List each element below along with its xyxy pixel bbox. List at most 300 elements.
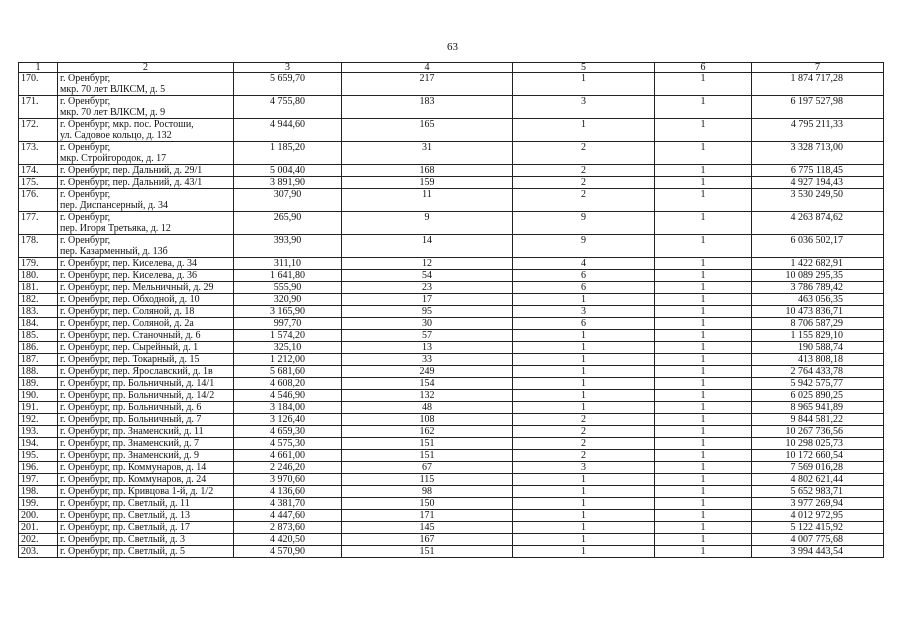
column-4-cell: 57 xyxy=(342,330,513,342)
area-cell: 4 575,30 xyxy=(234,438,342,450)
table-row xyxy=(19,366,884,378)
area-cell: 307,90 xyxy=(234,189,342,212)
amount-cell: 5 652 983,71 xyxy=(752,486,884,498)
address-line: г. Оренбург, пр. Светлый, д. 5 xyxy=(60,546,186,557)
column-header: 4 xyxy=(342,63,513,73)
address-cell xyxy=(58,142,234,165)
column-6-cell: 1 xyxy=(655,402,752,414)
address-cell xyxy=(58,510,234,522)
address-cell xyxy=(58,119,234,142)
column-4-cell: 183 xyxy=(342,96,513,119)
table-row xyxy=(19,306,884,318)
area-cell: 1 641,80 xyxy=(234,270,342,282)
address-line: г. Оренбург, xyxy=(60,212,111,223)
address-cell xyxy=(58,294,234,306)
address-cell xyxy=(58,522,234,534)
table-row xyxy=(19,546,884,558)
address-line: г. Оренбург, пр. Знаменский, д. 9 xyxy=(60,450,200,461)
address-line: мкр. 70 лет ВЛКСМ, д. 9 xyxy=(60,107,166,118)
address-line: г. Оренбург, пер. Мельничный, д. 29 xyxy=(60,282,214,293)
area-cell: 5 004,40 xyxy=(234,165,342,177)
column-header: 7 xyxy=(752,63,884,73)
column-5-cell: 1 xyxy=(513,498,655,510)
area-cell: 1 574,20 xyxy=(234,330,342,342)
column-6-cell: 1 xyxy=(655,366,752,378)
column-6-cell: 1 xyxy=(655,498,752,510)
area-cell: 4 661,00 xyxy=(234,450,342,462)
column-6-cell: 1 xyxy=(655,165,752,177)
column-6-cell: 1 xyxy=(655,486,752,498)
column-4-cell: 159 xyxy=(342,177,513,189)
area-cell: 1 185,20 xyxy=(234,142,342,165)
address-cell xyxy=(58,306,234,318)
address-cell xyxy=(58,73,234,96)
column-5-cell: 2 xyxy=(513,426,655,438)
column-6-cell: 1 xyxy=(655,270,752,282)
row-number-cell: 173. xyxy=(19,142,58,165)
column-5-cell: 1 xyxy=(513,294,655,306)
column-4-cell: 54 xyxy=(342,270,513,282)
amount-cell: 4 802 621,44 xyxy=(752,474,884,486)
address-cell xyxy=(58,498,234,510)
column-4-cell: 167 xyxy=(342,534,513,546)
table-body xyxy=(19,73,884,558)
column-5-cell: 1 xyxy=(513,330,655,342)
table-row xyxy=(19,402,884,414)
row-number-cell: 192. xyxy=(19,414,58,426)
address-cell xyxy=(58,426,234,438)
address-line: г. Оренбург, xyxy=(60,142,111,153)
table-row xyxy=(19,474,884,486)
row-number-cell: 197. xyxy=(19,474,58,486)
row-number-cell: 185. xyxy=(19,330,58,342)
row-number-cell: 170. xyxy=(19,73,58,96)
address-cell xyxy=(58,165,234,177)
address-line: г. Оренбург, пер. Соляной, д. 18 xyxy=(60,306,195,317)
column-4-cell: 17 xyxy=(342,294,513,306)
address-cell xyxy=(58,450,234,462)
column-4-cell: 108 xyxy=(342,414,513,426)
area-cell: 4 608,20 xyxy=(234,378,342,390)
amount-cell: 463 056,35 xyxy=(752,294,884,306)
table-row xyxy=(19,498,884,510)
table-row xyxy=(19,510,884,522)
row-number-cell: 193. xyxy=(19,426,58,438)
column-5-cell: 1 xyxy=(513,534,655,546)
column-5-cell: 3 xyxy=(513,462,655,474)
area-cell: 3 970,60 xyxy=(234,474,342,486)
table-row xyxy=(19,235,884,258)
address-cell xyxy=(58,318,234,330)
table-row xyxy=(19,390,884,402)
amount-cell: 6 025 890,25 xyxy=(752,390,884,402)
column-5-cell: 4 xyxy=(513,258,655,270)
column-5-cell: 1 xyxy=(513,510,655,522)
row-number-cell: 194. xyxy=(19,438,58,450)
address-cell xyxy=(58,402,234,414)
amount-cell: 3 328 713,00 xyxy=(752,142,884,165)
address-line: г. Оренбург, мкр. пос. Ростоши, xyxy=(60,119,194,130)
area-cell: 3 891,90 xyxy=(234,177,342,189)
column-5-cell: 1 xyxy=(513,119,655,142)
column-4-cell: 154 xyxy=(342,378,513,390)
table-row xyxy=(19,318,884,330)
area-cell: 3 184,00 xyxy=(234,402,342,414)
column-6-cell: 1 xyxy=(655,189,752,212)
table-row xyxy=(19,438,884,450)
row-number-cell: 188. xyxy=(19,366,58,378)
area-cell: 2 246,20 xyxy=(234,462,342,474)
address-line: г. Оренбург, пр. Светлый, д. 3 xyxy=(60,534,186,545)
address-line: г. Оренбург, пр. Кривцова 1-й, д. 1/2 xyxy=(60,486,214,497)
amount-cell: 2 764 433,78 xyxy=(752,366,884,378)
row-number-cell: 186. xyxy=(19,342,58,354)
amount-cell: 1 422 682,91 xyxy=(752,258,884,270)
column-4-cell: 98 xyxy=(342,486,513,498)
amount-cell: 1 155 829,10 xyxy=(752,330,884,342)
address-line: ул. Садовое кольцо, д. 132 xyxy=(60,130,172,141)
area-cell: 325,10 xyxy=(234,342,342,354)
column-4-cell: 145 xyxy=(342,522,513,534)
table-row xyxy=(19,414,884,426)
column-4-cell: 23 xyxy=(342,282,513,294)
column-6-cell: 1 xyxy=(655,510,752,522)
row-number-cell: 196. xyxy=(19,462,58,474)
area-cell: 4 570,90 xyxy=(234,546,342,558)
column-4-cell: 217 xyxy=(342,73,513,96)
column-5-cell: 9 xyxy=(513,235,655,258)
column-4-cell: 95 xyxy=(342,306,513,318)
table-row xyxy=(19,534,884,546)
column-5-cell: 1 xyxy=(513,474,655,486)
address-line: г. Оренбург, пр. Больничный, д. 6 xyxy=(60,402,202,413)
row-number-cell: 180. xyxy=(19,270,58,282)
table-row xyxy=(19,165,884,177)
address-line: г. Оренбург, пер. Обходной, д. 10 xyxy=(60,294,200,305)
area-cell: 4 420,50 xyxy=(234,534,342,546)
row-number-cell: 176. xyxy=(19,189,58,212)
row-number-cell: 183. xyxy=(19,306,58,318)
table-row xyxy=(19,282,884,294)
amount-cell: 4 263 874,62 xyxy=(752,212,884,235)
row-number-cell: 203. xyxy=(19,546,58,558)
column-6-cell: 1 xyxy=(655,450,752,462)
column-header: 6 xyxy=(655,63,752,73)
address-line: г. Оренбург, пер. Соляной, д. 2а xyxy=(60,318,194,329)
address-line: г. Оренбург, пер. Дальний, д. 29/1 xyxy=(60,165,203,176)
amount-cell: 3 994 443,54 xyxy=(752,546,884,558)
row-number-cell: 198. xyxy=(19,486,58,498)
row-number-cell: 199. xyxy=(19,498,58,510)
table-row xyxy=(19,378,884,390)
address-line: пер. Диспансерный, д. 34 xyxy=(60,200,169,211)
address-line: г. Оренбург, xyxy=(60,235,111,246)
amount-cell: 190 588,74 xyxy=(752,342,884,354)
table-row xyxy=(19,342,884,354)
address-line: г. Оренбург, пр. Знаменский, д. 7 xyxy=(60,438,200,449)
address-cell xyxy=(58,486,234,498)
row-number-cell: 178. xyxy=(19,235,58,258)
address-line: г. Оренбург, пер. Ярославский, д. 1в xyxy=(60,366,213,377)
amount-cell: 10 267 736,56 xyxy=(752,426,884,438)
column-6-cell: 1 xyxy=(655,534,752,546)
address-cell xyxy=(58,258,234,270)
column-6-cell: 1 xyxy=(655,546,752,558)
address-line: г. Оренбург, пр. Коммунаров, д. 24 xyxy=(60,474,207,485)
column-5-cell: 9 xyxy=(513,212,655,235)
column-4-cell: 11 xyxy=(342,189,513,212)
column-6-cell: 1 xyxy=(655,96,752,119)
page-number: 63 xyxy=(447,41,458,53)
column-6-cell: 1 xyxy=(655,414,752,426)
column-5-cell: 1 xyxy=(513,354,655,366)
row-number-cell: 177. xyxy=(19,212,58,235)
row-number-cell: 201. xyxy=(19,522,58,534)
address-line: г. Оренбург, xyxy=(60,73,111,84)
column-header: 5 xyxy=(513,63,655,73)
column-5-cell: 1 xyxy=(513,366,655,378)
area-cell: 4 944,60 xyxy=(234,119,342,142)
column-5-cell: 3 xyxy=(513,306,655,318)
table-row xyxy=(19,96,884,119)
address-line: г. Оренбург, пер. Дальний, д. 43/1 xyxy=(60,177,203,188)
table-row xyxy=(19,177,884,189)
area-cell: 997,70 xyxy=(234,318,342,330)
address-cell xyxy=(58,462,234,474)
address-cell xyxy=(58,270,234,282)
area-cell: 320,90 xyxy=(234,294,342,306)
column-6-cell: 1 xyxy=(655,474,752,486)
amount-cell: 5 122 415,92 xyxy=(752,522,884,534)
row-number-cell: 174. xyxy=(19,165,58,177)
address-line: г. Оренбург, пр. Знаменский, д. 11 xyxy=(60,426,204,437)
address-cell xyxy=(58,474,234,486)
column-5-cell: 1 xyxy=(513,402,655,414)
address-cell xyxy=(58,366,234,378)
address-line: г. Оренбург, пр. Больничный, д. 14/2 xyxy=(60,390,215,401)
area-cell: 2 873,60 xyxy=(234,522,342,534)
area-cell: 4 755,80 xyxy=(234,96,342,119)
address-line: г. Оренбург, пер. Киселева, д. 36 xyxy=(60,270,198,281)
column-5-cell: 1 xyxy=(513,390,655,402)
column-5-cell: 2 xyxy=(513,438,655,450)
table-row xyxy=(19,450,884,462)
column-5-cell: 2 xyxy=(513,450,655,462)
table-row xyxy=(19,212,884,235)
amount-cell: 5 942 575,77 xyxy=(752,378,884,390)
amount-cell: 3 786 789,42 xyxy=(752,282,884,294)
address-line: г. Оренбург, пер. Токарный, д. 15 xyxy=(60,354,200,365)
column-5-cell: 6 xyxy=(513,270,655,282)
table-row xyxy=(19,330,884,342)
amount-cell: 3 530 249,50 xyxy=(752,189,884,212)
row-number-cell: 175. xyxy=(19,177,58,189)
column-6-cell: 1 xyxy=(655,462,752,474)
column-5-cell: 2 xyxy=(513,177,655,189)
table-row xyxy=(19,119,884,142)
column-6-cell: 1 xyxy=(655,212,752,235)
column-4-cell: 33 xyxy=(342,354,513,366)
amount-cell: 8 965 941,89 xyxy=(752,402,884,414)
table-row xyxy=(19,486,884,498)
column-4-cell: 150 xyxy=(342,498,513,510)
row-number-cell: 181. xyxy=(19,282,58,294)
address-cell xyxy=(58,378,234,390)
column-6-cell: 1 xyxy=(655,330,752,342)
address-line: мкр. 70 лет ВЛКСМ, д. 5 xyxy=(60,84,166,95)
column-header: 1 xyxy=(19,63,58,73)
area-cell: 5 681,60 xyxy=(234,366,342,378)
area-cell: 4 136,60 xyxy=(234,486,342,498)
column-4-cell: 30 xyxy=(342,318,513,330)
column-4-cell: 14 xyxy=(342,235,513,258)
address-line: пер. Казарменный, д. 13б xyxy=(60,246,168,257)
amount-cell: 4 927 194,43 xyxy=(752,177,884,189)
address-line: пер. Игоря Третьяка, д. 12 xyxy=(60,223,171,234)
column-5-cell: 2 xyxy=(513,414,655,426)
column-5-cell: 1 xyxy=(513,342,655,354)
area-cell: 555,90 xyxy=(234,282,342,294)
area-cell: 3 126,40 xyxy=(234,414,342,426)
address-line: г. Оренбург, пр. Светлый, д. 11 xyxy=(60,498,190,509)
address-cell xyxy=(58,235,234,258)
column-6-cell: 1 xyxy=(655,235,752,258)
address-line: г. Оренбург, пр. Коммунаров, д. 14 xyxy=(60,462,207,473)
amount-cell: 3 977 269,94 xyxy=(752,498,884,510)
area-cell: 265,90 xyxy=(234,212,342,235)
amount-cell: 9 844 581,22 xyxy=(752,414,884,426)
column-6-cell: 1 xyxy=(655,318,752,330)
row-number-cell: 202. xyxy=(19,534,58,546)
address-cell xyxy=(58,534,234,546)
table-row xyxy=(19,73,884,96)
column-4-cell: 162 xyxy=(342,426,513,438)
table-row xyxy=(19,426,884,438)
address-cell xyxy=(58,282,234,294)
column-6-cell: 1 xyxy=(655,390,752,402)
amount-cell: 1 874 717,28 xyxy=(752,73,884,96)
column-5-cell: 1 xyxy=(513,378,655,390)
amount-cell: 413 808,18 xyxy=(752,354,884,366)
row-number-cell: 172. xyxy=(19,119,58,142)
housing-table xyxy=(18,62,884,558)
column-4-cell: 115 xyxy=(342,474,513,486)
amount-cell: 7 569 016,28 xyxy=(752,462,884,474)
row-number-cell: 195. xyxy=(19,450,58,462)
amount-cell: 10 473 836,71 xyxy=(752,306,884,318)
address-line: г. Оренбург, пер. Киселева, д. 34 xyxy=(60,258,198,269)
area-cell: 311,10 xyxy=(234,258,342,270)
address-cell xyxy=(58,177,234,189)
address-cell xyxy=(58,414,234,426)
column-6-cell: 1 xyxy=(655,258,752,270)
column-6-cell: 1 xyxy=(655,354,752,366)
column-4-cell: 132 xyxy=(342,390,513,402)
address-line: г. Оренбург, пер. Станочный, д. 6 xyxy=(60,330,201,341)
column-header: 3 xyxy=(234,63,342,73)
amount-cell: 10 089 295,35 xyxy=(752,270,884,282)
column-6-cell: 1 xyxy=(655,177,752,189)
column-6-cell: 1 xyxy=(655,294,752,306)
address-cell xyxy=(58,96,234,119)
address-line: г. Оренбург, пр. Больничный, д. 7 xyxy=(60,414,202,425)
area-cell: 4 659,30 xyxy=(234,426,342,438)
address-cell xyxy=(58,390,234,402)
column-6-cell: 1 xyxy=(655,378,752,390)
row-number-cell: 171. xyxy=(19,96,58,119)
address-cell xyxy=(58,189,234,212)
column-header: 2 xyxy=(58,63,234,73)
column-4-cell: 48 xyxy=(342,402,513,414)
amount-cell: 10 172 660,54 xyxy=(752,450,884,462)
table-row xyxy=(19,189,884,212)
address-cell xyxy=(58,330,234,342)
column-4-cell: 151 xyxy=(342,450,513,462)
column-4-cell: 168 xyxy=(342,165,513,177)
area-cell: 4 546,90 xyxy=(234,390,342,402)
column-6-cell: 1 xyxy=(655,522,752,534)
amount-cell: 4 012 972,95 xyxy=(752,510,884,522)
header-row xyxy=(19,63,884,73)
row-number-cell: 200. xyxy=(19,510,58,522)
address-cell xyxy=(58,546,234,558)
column-5-cell: 1 xyxy=(513,486,655,498)
row-number-cell: 179. xyxy=(19,258,58,270)
address-line: г. Оренбург, пр. Светлый, д. 13 xyxy=(60,510,191,521)
table-row xyxy=(19,354,884,366)
column-4-cell: 67 xyxy=(342,462,513,474)
column-6-cell: 1 xyxy=(655,342,752,354)
column-4-cell: 12 xyxy=(342,258,513,270)
column-5-cell: 6 xyxy=(513,282,655,294)
column-6-cell: 1 xyxy=(655,142,752,165)
column-6-cell: 1 xyxy=(655,73,752,96)
amount-cell: 10 298 025,73 xyxy=(752,438,884,450)
column-5-cell: 2 xyxy=(513,142,655,165)
row-number-cell: 184. xyxy=(19,318,58,330)
area-cell: 3 165,90 xyxy=(234,306,342,318)
column-5-cell: 2 xyxy=(513,189,655,212)
area-cell: 393,90 xyxy=(234,235,342,258)
column-5-cell: 1 xyxy=(513,546,655,558)
column-5-cell: 2 xyxy=(513,165,655,177)
row-number-cell: 190. xyxy=(19,390,58,402)
table-row xyxy=(19,294,884,306)
amount-cell: 6 775 118,45 xyxy=(752,165,884,177)
address-cell xyxy=(58,438,234,450)
row-number-cell: 191. xyxy=(19,402,58,414)
column-5-cell: 3 xyxy=(513,96,655,119)
column-6-cell: 1 xyxy=(655,119,752,142)
address-line: г. Оренбург, xyxy=(60,189,111,200)
column-6-cell: 1 xyxy=(655,438,752,450)
column-5-cell: 1 xyxy=(513,522,655,534)
column-6-cell: 1 xyxy=(655,426,752,438)
address-line: г. Оренбург, пер. Сырейный, д. 1 xyxy=(60,342,199,353)
table-row xyxy=(19,270,884,282)
column-4-cell: 151 xyxy=(342,546,513,558)
address-line: мкр. Стройгородок, д. 17 xyxy=(60,153,167,164)
column-4-cell: 13 xyxy=(342,342,513,354)
amount-cell: 4 795 211,33 xyxy=(752,119,884,142)
column-4-cell: 31 xyxy=(342,142,513,165)
column-5-cell: 6 xyxy=(513,318,655,330)
area-cell: 5 659,70 xyxy=(234,73,342,96)
column-5-cell: 1 xyxy=(513,73,655,96)
row-number-cell: 189. xyxy=(19,378,58,390)
amount-cell: 6 036 502,17 xyxy=(752,235,884,258)
column-6-cell: 1 xyxy=(655,306,752,318)
